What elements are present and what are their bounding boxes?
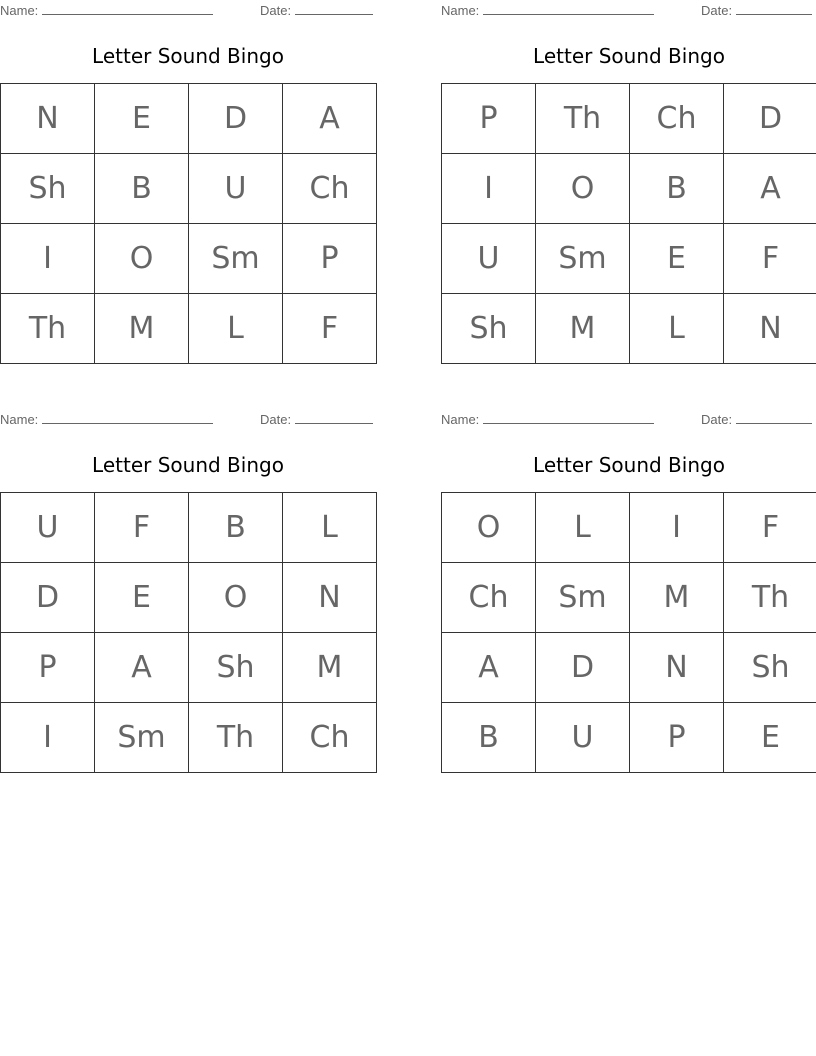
name-label: Name: — [0, 3, 39, 18]
info-row — [441, 412, 816, 428]
grid-cell: Sm — [95, 703, 189, 773]
bingo-card-4 — [441, 409, 816, 773]
grid-cell: D — [724, 84, 816, 154]
grid-cell: I — [1, 703, 95, 773]
name-label: Name: — [441, 412, 480, 427]
grid-cell: Sh — [442, 294, 536, 364]
grid-cell: B — [95, 154, 189, 224]
name-field — [441, 3, 654, 18]
name-field — [0, 3, 213, 18]
grid-cell: O — [189, 563, 283, 633]
grid-cell: Sh — [724, 633, 816, 703]
grid-cell: O — [95, 224, 189, 294]
grid-cell: P — [630, 703, 724, 773]
grid-cell: F — [724, 493, 816, 563]
date-label: Date: — [701, 412, 733, 427]
grid-cell: U — [189, 154, 283, 224]
grid-row — [442, 224, 816, 294]
grid-cell: B — [442, 703, 536, 773]
grid-cell: M — [630, 563, 724, 633]
bingo-grid — [0, 492, 377, 773]
grid-cell: U — [1, 493, 95, 563]
grid-cell: L — [189, 294, 283, 364]
grid-cell: F — [724, 224, 816, 294]
name-field — [0, 412, 213, 427]
grid-cell: Ch — [283, 703, 377, 773]
date-field — [260, 412, 373, 427]
grid-row — [442, 84, 816, 154]
grid-cell: A — [724, 154, 816, 224]
name-line — [483, 3, 654, 15]
grid-cell: O — [536, 154, 630, 224]
grid-cell: N — [630, 633, 724, 703]
grid-cell: M — [95, 294, 189, 364]
date-field — [701, 412, 812, 427]
grid-row — [442, 154, 816, 224]
info-row — [0, 412, 376, 428]
grid-cell: B — [630, 154, 724, 224]
grid-row — [1, 294, 377, 364]
date-line — [295, 412, 373, 424]
date-line — [295, 3, 373, 15]
grid-cell: F — [283, 294, 377, 364]
grid-cell: E — [724, 703, 816, 773]
card-title: Letter Sound Bingo — [92, 44, 284, 68]
date-line — [736, 412, 812, 424]
name-line — [42, 412, 213, 424]
grid-cell: Sh — [189, 633, 283, 703]
grid-cell: I — [442, 154, 536, 224]
grid-row — [442, 294, 816, 364]
bingo-grid — [441, 83, 816, 364]
card-title: Letter Sound Bingo — [533, 44, 725, 68]
grid-row — [1, 84, 377, 154]
grid-row — [442, 633, 816, 703]
grid-cell: P — [283, 224, 377, 294]
name-label: Name: — [441, 3, 480, 18]
grid-cell: P — [442, 84, 536, 154]
name-label: Name: — [0, 412, 39, 427]
card-title: Letter Sound Bingo — [533, 453, 725, 477]
grid-cell: Sm — [536, 224, 630, 294]
grid-row — [1, 154, 377, 224]
grid-cell: Sh — [1, 154, 95, 224]
info-row — [0, 3, 376, 19]
grid-cell: M — [283, 633, 377, 703]
grid-cell: F — [95, 493, 189, 563]
grid-cell: U — [442, 224, 536, 294]
grid-row — [442, 493, 816, 563]
grid-cell: L — [283, 493, 377, 563]
grid-row — [442, 563, 816, 633]
grid-cell: Ch — [283, 154, 377, 224]
bingo-card-1 — [0, 0, 376, 364]
grid-cell: D — [536, 633, 630, 703]
grid-cell: I — [630, 493, 724, 563]
bingo-card-2 — [441, 0, 816, 364]
name-line — [483, 412, 654, 424]
date-field — [701, 3, 812, 18]
grid-cell: U — [536, 703, 630, 773]
info-row — [441, 3, 816, 19]
name-field — [441, 412, 654, 427]
grid-cell: I — [1, 224, 95, 294]
grid-cell: Sm — [536, 563, 630, 633]
bingo-card-3 — [0, 409, 376, 773]
grid-cell: L — [536, 493, 630, 563]
grid-cell: Th — [724, 563, 816, 633]
grid-cell: Ch — [630, 84, 724, 154]
grid-cell: E — [95, 84, 189, 154]
grid-row — [1, 563, 377, 633]
grid-cell: D — [189, 84, 283, 154]
grid-cell: B — [189, 493, 283, 563]
bingo-grid — [441, 492, 816, 773]
grid-cell: N — [724, 294, 816, 364]
bingo-grid — [0, 83, 377, 364]
date-label: Date: — [701, 3, 733, 18]
grid-cell: N — [1, 84, 95, 154]
grid-cell: N — [283, 563, 377, 633]
grid-cell: P — [1, 633, 95, 703]
grid-cell: M — [536, 294, 630, 364]
date-field — [260, 3, 373, 18]
card-title: Letter Sound Bingo — [92, 453, 284, 477]
grid-cell: Ch — [442, 563, 536, 633]
grid-row — [1, 703, 377, 773]
grid-row — [1, 224, 377, 294]
grid-cell: Th — [189, 703, 283, 773]
grid-cell: L — [630, 294, 724, 364]
grid-cell: D — [1, 563, 95, 633]
grid-cell: O — [442, 493, 536, 563]
date-line — [736, 3, 812, 15]
grid-cell: Sm — [189, 224, 283, 294]
grid-cell: E — [95, 563, 189, 633]
grid-row — [1, 633, 377, 703]
grid-cell: A — [283, 84, 377, 154]
grid-row — [1, 493, 377, 563]
date-label: Date: — [260, 3, 292, 18]
grid-cell: A — [95, 633, 189, 703]
grid-cell: Th — [1, 294, 95, 364]
grid-row — [442, 703, 816, 773]
grid-cell: E — [630, 224, 724, 294]
date-label: Date: — [260, 412, 292, 427]
name-line — [42, 3, 213, 15]
grid-cell: Th — [536, 84, 630, 154]
grid-cell: A — [442, 633, 536, 703]
